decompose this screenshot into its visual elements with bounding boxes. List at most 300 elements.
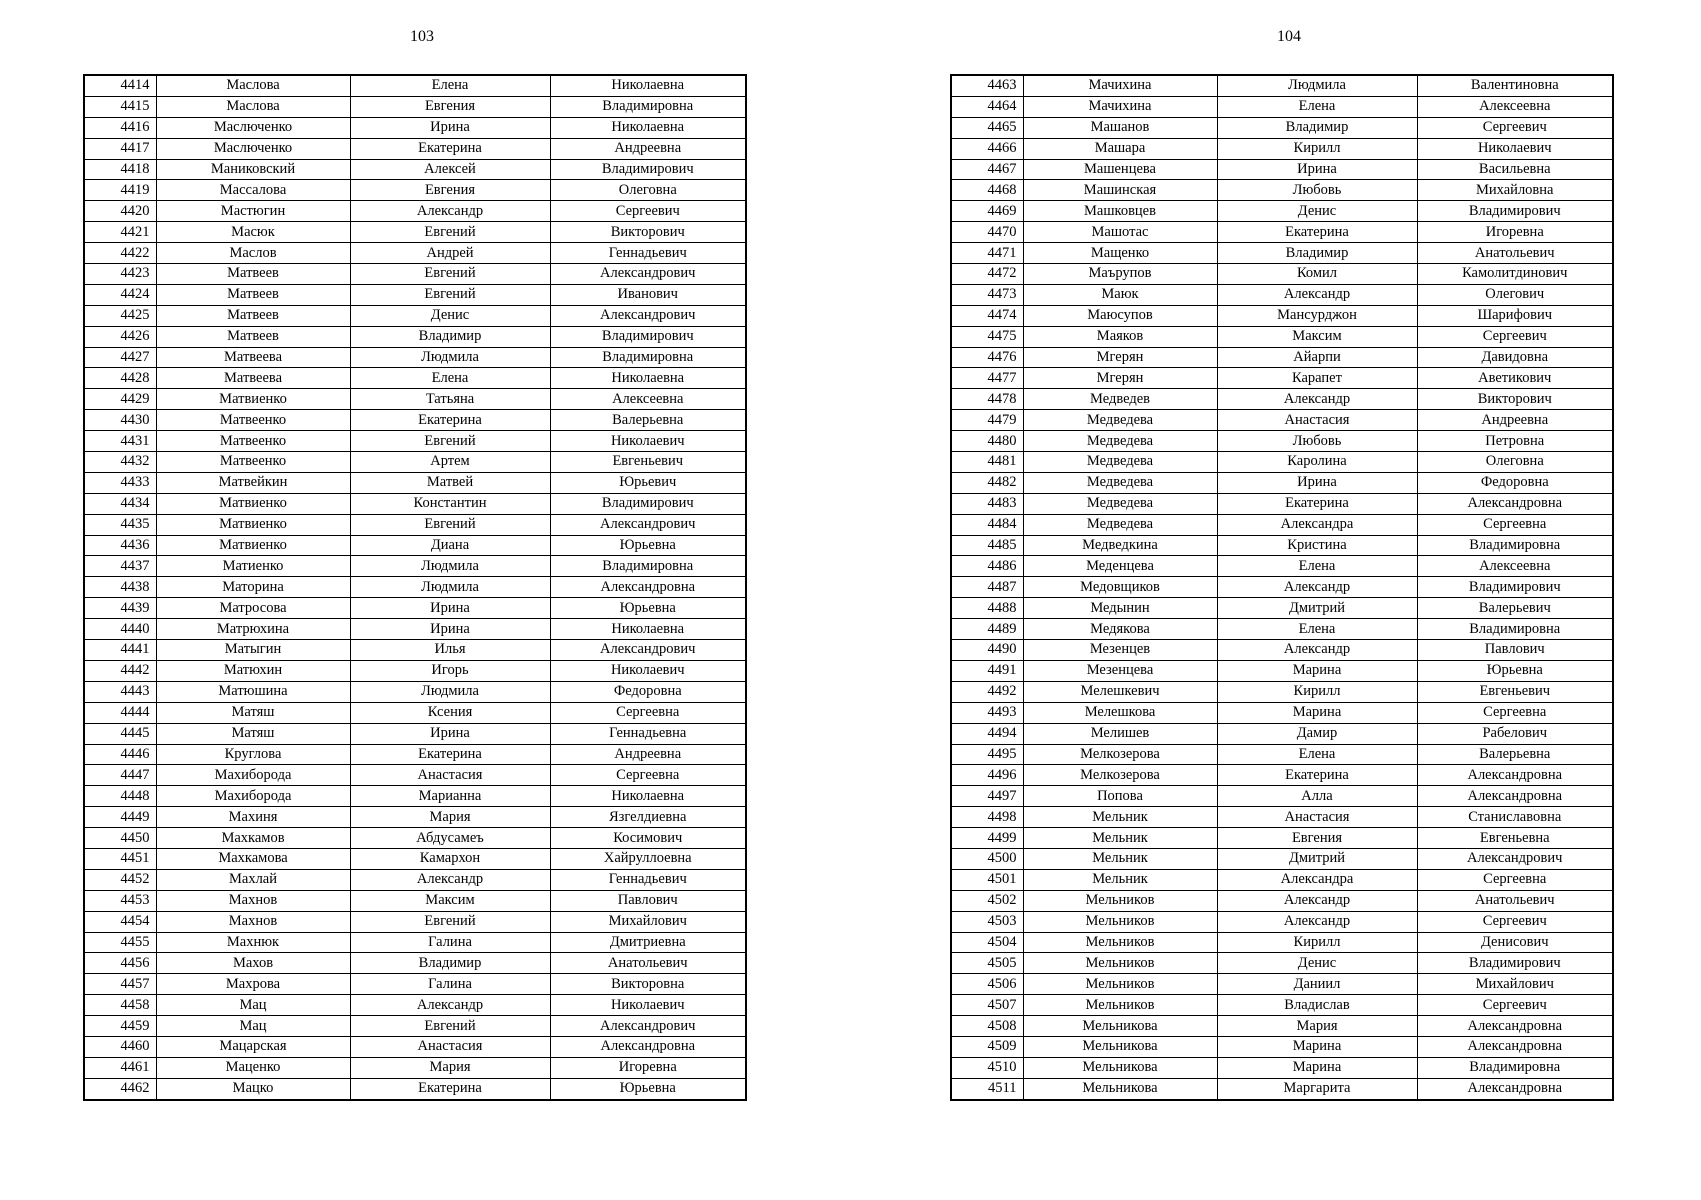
patronymic-cell: Владимировна <box>550 96 746 117</box>
first-name-cell: Мария <box>1217 1016 1417 1037</box>
first-name-cell: Каролина <box>1217 452 1417 473</box>
first-name-cell: Екатерина <box>1217 765 1417 786</box>
table-row <box>951 660 1613 681</box>
first-name-cell: Мария <box>350 1057 550 1078</box>
row-number-cell: 4458 <box>84 995 156 1016</box>
last-name-cell: Мельникова <box>1023 1036 1217 1057</box>
row-number-cell: 4472 <box>951 264 1023 285</box>
row-number-cell: 4482 <box>951 472 1023 493</box>
first-name-cell: Евгений <box>350 284 550 305</box>
row-number-cell: 4480 <box>951 431 1023 452</box>
last-name-cell: Медякова <box>1023 619 1217 640</box>
row-number-cell: 4422 <box>84 243 156 264</box>
patronymic-cell: Евгеньевна <box>1417 828 1613 849</box>
table-row <box>951 1057 1613 1078</box>
last-name-cell: Матвеенко <box>156 410 350 431</box>
patronymic-cell: Сергеевич <box>550 201 746 222</box>
row-number-cell: 4477 <box>951 368 1023 389</box>
patronymic-cell: Сергеевич <box>1417 995 1613 1016</box>
row-number-cell: 4440 <box>84 619 156 640</box>
row-number-cell: 4427 <box>84 347 156 368</box>
table-row <box>84 598 746 619</box>
patronymic-cell: Денисович <box>1417 932 1613 953</box>
table-row <box>84 577 746 598</box>
first-name-cell: Людмила <box>1217 75 1417 96</box>
first-name-cell: Даниил <box>1217 974 1417 995</box>
patronymic-cell: Павлович <box>550 890 746 911</box>
first-name-cell: Маргарита <box>1217 1078 1417 1099</box>
row-number-cell: 4479 <box>951 410 1023 431</box>
first-name-cell: Денис <box>1217 201 1417 222</box>
first-name-cell: Карапет <box>1217 368 1417 389</box>
last-name-cell: Медведева <box>1023 431 1217 452</box>
roster-table <box>950 74 1614 1101</box>
row-number-cell: 4508 <box>951 1016 1023 1037</box>
last-name-cell: Медведева <box>1023 410 1217 431</box>
row-number-cell: 4474 <box>951 305 1023 326</box>
row-number-cell: 4498 <box>951 807 1023 828</box>
first-name-cell: Абдусамеъ <box>350 828 550 849</box>
table-row <box>84 932 746 953</box>
last-name-cell: Машинская <box>1023 180 1217 201</box>
row-number-cell: 4437 <box>84 556 156 577</box>
table-row <box>951 201 1613 222</box>
patronymic-cell: Алексеевна <box>1417 556 1613 577</box>
table-row <box>84 1078 746 1099</box>
table-row <box>951 472 1613 493</box>
row-number-cell: 4450 <box>84 828 156 849</box>
last-name-cell: Маслюченко <box>156 117 350 138</box>
table-row <box>951 953 1613 974</box>
first-name-cell: Евгений <box>350 911 550 932</box>
patronymic-cell: Анатольевич <box>1417 890 1613 911</box>
first-name-cell: Денис <box>1217 953 1417 974</box>
row-number-cell: 4459 <box>84 1016 156 1037</box>
row-number-cell: 4500 <box>951 848 1023 869</box>
table-row <box>951 911 1613 932</box>
first-name-cell: Ирина <box>1217 159 1417 180</box>
row-number-cell: 4433 <box>84 472 156 493</box>
last-name-cell: Мельникова <box>1023 1016 1217 1037</box>
last-name-cell: Маценко <box>156 1057 350 1078</box>
table-row <box>84 640 746 661</box>
table-row <box>951 598 1613 619</box>
last-name-cell: Матвеев <box>156 326 350 347</box>
last-name-cell: Мелкозерова <box>1023 744 1217 765</box>
first-name-cell: Андрей <box>350 243 550 264</box>
first-name-cell: Владимир <box>350 326 550 347</box>
patronymic-cell: Михайлович <box>550 911 746 932</box>
patronymic-cell: Владимирович <box>1417 201 1613 222</box>
first-name-cell: Мансурджон <box>1217 305 1417 326</box>
first-name-cell: Марина <box>1217 1057 1417 1078</box>
patronymic-cell: Алексеевна <box>550 389 746 410</box>
patronymic-cell: Геннадьевич <box>550 243 746 264</box>
last-name-cell: Машара <box>1023 138 1217 159</box>
first-name-cell: Игорь <box>350 660 550 681</box>
row-number-cell: 4419 <box>84 180 156 201</box>
first-name-cell: Евгения <box>350 96 550 117</box>
last-name-cell: Мельникова <box>1023 1057 1217 1078</box>
last-name-cell: Маслова <box>156 75 350 96</box>
table-row <box>84 514 746 535</box>
table-row <box>84 75 746 96</box>
patronymic-cell: Викторович <box>1417 389 1613 410</box>
last-name-cell: Масюк <box>156 222 350 243</box>
last-name-cell: Медовщиков <box>1023 577 1217 598</box>
patronymic-cell: Геннадьевна <box>550 723 746 744</box>
last-name-cell: Меденцева <box>1023 556 1217 577</box>
row-number-cell: 4432 <box>84 452 156 473</box>
row-number-cell: 4455 <box>84 932 156 953</box>
row-number-cell: 4486 <box>951 556 1023 577</box>
table-row <box>951 848 1613 869</box>
first-name-cell: Екатерина <box>350 410 550 431</box>
table-row <box>951 974 1613 995</box>
first-name-cell: Илья <box>350 640 550 661</box>
last-name-cell: Махов <box>156 953 350 974</box>
row-number-cell: 4461 <box>84 1057 156 1078</box>
last-name-cell: Мащенко <box>1023 243 1217 264</box>
patronymic-cell: Юрьевна <box>550 598 746 619</box>
last-name-cell: Махиборода <box>156 786 350 807</box>
patronymic-cell: Валерьевич <box>1417 598 1613 619</box>
first-name-cell: Кирилл <box>1217 138 1417 159</box>
patronymic-cell: Владимировна <box>1417 535 1613 556</box>
patronymic-cell: Алексеевна <box>1417 96 1613 117</box>
patronymic-cell: Анатольевич <box>1417 243 1613 264</box>
table-row <box>84 619 746 640</box>
row-number-cell: 4495 <box>951 744 1023 765</box>
last-name-cell: Матвеева <box>156 347 350 368</box>
last-name-cell: Медведкина <box>1023 535 1217 556</box>
row-number-cell: 4506 <box>951 974 1023 995</box>
patronymic-cell: Николаевна <box>550 117 746 138</box>
table-row <box>84 869 746 890</box>
row-number-cell: 4448 <box>84 786 156 807</box>
last-name-cell: Матрюхина <box>156 619 350 640</box>
patronymic-cell: Валентиновна <box>1417 75 1613 96</box>
first-name-cell: Кристина <box>1217 535 1417 556</box>
table-row <box>951 138 1613 159</box>
last-name-cell: Медведева <box>1023 472 1217 493</box>
row-number-cell: 4501 <box>951 869 1023 890</box>
last-name-cell: Мастюгин <box>156 201 350 222</box>
patronymic-cell: Олеговна <box>1417 452 1613 473</box>
row-number-cell: 4492 <box>951 681 1023 702</box>
first-name-cell: Елена <box>350 368 550 389</box>
first-name-cell: Александр <box>1217 577 1417 598</box>
patronymic-cell: Игоревна <box>1417 222 1613 243</box>
table-row <box>951 389 1613 410</box>
row-number-cell: 4505 <box>951 953 1023 974</box>
first-name-cell: Александр <box>1217 389 1417 410</box>
first-name-cell: Владислав <box>1217 995 1417 1016</box>
table-row <box>84 911 746 932</box>
row-number-cell: 4503 <box>951 911 1023 932</box>
table-row <box>951 702 1613 723</box>
patronymic-cell: Юрьевна <box>1417 660 1613 681</box>
first-name-cell: Айарпи <box>1217 347 1417 368</box>
last-name-cell: Мельник <box>1023 848 1217 869</box>
first-name-cell: Александр <box>350 201 550 222</box>
first-name-cell: Марина <box>1217 660 1417 681</box>
row-number-cell: 4487 <box>951 577 1023 598</box>
patronymic-cell: Николаевич <box>550 431 746 452</box>
row-number-cell: 4511 <box>951 1078 1023 1099</box>
table-row <box>951 556 1613 577</box>
last-name-cell: Мельников <box>1023 995 1217 1016</box>
table-row <box>84 326 746 347</box>
first-name-cell: Екатерина <box>350 1078 550 1099</box>
table-row <box>951 786 1613 807</box>
first-name-cell: Людмила <box>350 681 550 702</box>
row-number-cell: 4456 <box>84 953 156 974</box>
last-name-cell: Медведева <box>1023 452 1217 473</box>
row-number-cell: 4416 <box>84 117 156 138</box>
table-row <box>84 974 746 995</box>
table-row <box>951 493 1613 514</box>
last-name-cell: Матросова <box>156 598 350 619</box>
last-name-cell: Медведева <box>1023 493 1217 514</box>
row-number-cell: 4463 <box>951 75 1023 96</box>
last-name-cell: Махнов <box>156 911 350 932</box>
first-name-cell: Любовь <box>1217 180 1417 201</box>
last-name-cell: Мачихина <box>1023 75 1217 96</box>
row-number-cell: 4414 <box>84 75 156 96</box>
table-row <box>951 264 1613 285</box>
table-row <box>84 1057 746 1078</box>
patronymic-cell: Олеговна <box>550 180 746 201</box>
row-number-cell: 4438 <box>84 577 156 598</box>
patronymic-cell: Сергеевна <box>1417 869 1613 890</box>
last-name-cell: Машанов <box>1023 117 1217 138</box>
first-name-cell: Максим <box>1217 326 1417 347</box>
patronymic-cell: Андреевна <box>1417 410 1613 431</box>
last-name-cell: Попова <box>1023 786 1217 807</box>
first-name-cell: Максим <box>350 890 550 911</box>
first-name-cell: Дмитрий <box>1217 848 1417 869</box>
last-name-cell: Матвиенко <box>156 535 350 556</box>
patronymic-cell: Владимирович <box>1417 577 1613 598</box>
first-name-cell: Елена <box>1217 619 1417 640</box>
last-name-cell: Мелешкова <box>1023 702 1217 723</box>
row-number-cell: 4470 <box>951 222 1023 243</box>
last-name-cell: Матвеева <box>156 368 350 389</box>
table-row <box>84 535 746 556</box>
table-row <box>951 284 1613 305</box>
last-name-cell: Махнюк <box>156 932 350 953</box>
last-name-cell: Мельников <box>1023 953 1217 974</box>
row-number-cell: 4502 <box>951 890 1023 911</box>
table-row <box>84 159 746 180</box>
last-name-cell: Мельников <box>1023 932 1217 953</box>
patronymic-cell: Александрович <box>550 640 746 661</box>
first-name-cell: Константин <box>350 493 550 514</box>
first-name-cell: Елена <box>1217 744 1417 765</box>
first-name-cell: Артем <box>350 452 550 473</box>
row-number-cell: 4418 <box>84 159 156 180</box>
row-number-cell: 4493 <box>951 702 1023 723</box>
first-name-cell: Камархон <box>350 848 550 869</box>
row-number-cell: 4465 <box>951 117 1023 138</box>
table-row <box>951 828 1613 849</box>
first-name-cell: Кирилл <box>1217 932 1417 953</box>
row-number-cell: 4485 <box>951 535 1023 556</box>
first-name-cell: Кирилл <box>1217 681 1417 702</box>
table-row <box>84 431 746 452</box>
patronymic-cell: Викторович <box>550 222 746 243</box>
patronymic-cell: Михайловна <box>1417 180 1613 201</box>
first-name-cell: Мария <box>350 807 550 828</box>
row-number-cell: 4435 <box>84 514 156 535</box>
patronymic-cell: Александровна <box>1417 765 1613 786</box>
first-name-cell: Людмила <box>350 556 550 577</box>
patronymic-cell: Андреевна <box>550 744 746 765</box>
last-name-cell: Мелишев <box>1023 723 1217 744</box>
table-row <box>84 953 746 974</box>
last-name-cell: Медведев <box>1023 389 1217 410</box>
row-number-cell: 4496 <box>951 765 1023 786</box>
patronymic-cell: Рабелович <box>1417 723 1613 744</box>
patronymic-cell: Сергеевна <box>1417 514 1613 535</box>
patronymic-cell: Николаевна <box>550 786 746 807</box>
row-number-cell: 4499 <box>951 828 1023 849</box>
row-number-cell: 4483 <box>951 493 1023 514</box>
row-number-cell: 4443 <box>84 681 156 702</box>
table-row <box>951 180 1613 201</box>
table-row <box>951 869 1613 890</box>
roster-table <box>83 74 747 1101</box>
first-name-cell: Евгений <box>350 514 550 535</box>
table-row <box>951 243 1613 264</box>
table-row <box>84 1016 746 1037</box>
table-row <box>84 660 746 681</box>
first-name-cell: Татьяна <box>350 389 550 410</box>
last-name-cell: Маюк <box>1023 284 1217 305</box>
last-name-cell: Мацко <box>156 1078 350 1099</box>
row-number-cell: 4491 <box>951 660 1023 681</box>
patronymic-cell: Владимирович <box>550 493 746 514</box>
first-name-cell: Елена <box>350 75 550 96</box>
first-name-cell: Александр <box>350 869 550 890</box>
patronymic-cell: Павлович <box>1417 640 1613 661</box>
table-row <box>951 535 1613 556</box>
patronymic-cell: Владимирович <box>1417 953 1613 974</box>
first-name-cell: Диана <box>350 535 550 556</box>
patronymic-cell: Александровна <box>550 577 746 598</box>
patronymic-cell: Петровна <box>1417 431 1613 452</box>
table-row <box>951 305 1613 326</box>
table-row <box>84 138 746 159</box>
last-name-cell: Машковцев <box>1023 201 1217 222</box>
first-name-cell: Марианна <box>350 786 550 807</box>
row-number-cell: 4457 <box>84 974 156 995</box>
patronymic-cell: Николаевна <box>550 75 746 96</box>
row-number-cell: 4429 <box>84 389 156 410</box>
last-name-cell: Матвиенко <box>156 493 350 514</box>
first-name-cell: Алла <box>1217 786 1417 807</box>
patronymic-cell: Александровна <box>1417 786 1613 807</box>
last-name-cell: Матюшина <box>156 681 350 702</box>
first-name-cell: Евгения <box>1217 828 1417 849</box>
patronymic-cell: Николаевна <box>550 368 746 389</box>
last-name-cell: Мезенцев <box>1023 640 1217 661</box>
patronymic-cell: Аветикович <box>1417 368 1613 389</box>
first-name-cell: Екатерина <box>350 138 550 159</box>
first-name-cell: Александр <box>1217 890 1417 911</box>
first-name-cell: Александр <box>350 995 550 1016</box>
patronymic-cell: Михайлович <box>1417 974 1613 995</box>
table-row <box>951 222 1613 243</box>
row-number-cell: 4481 <box>951 452 1023 473</box>
table-row <box>84 347 746 368</box>
table-row <box>951 368 1613 389</box>
first-name-cell: Алексей <box>350 159 550 180</box>
patronymic-cell: Николаевич <box>550 660 746 681</box>
patronymic-cell: Викторовна <box>550 974 746 995</box>
row-number-cell: 4471 <box>951 243 1023 264</box>
last-name-cell: Маюсупов <box>1023 305 1217 326</box>
last-name-cell: Мельникова <box>1023 1078 1217 1099</box>
patronymic-cell: Косимович <box>550 828 746 849</box>
last-name-cell: Мельник <box>1023 828 1217 849</box>
table-row <box>84 410 746 431</box>
last-name-cell: Матвеенко <box>156 452 350 473</box>
first-name-cell: Ирина <box>350 598 550 619</box>
first-name-cell: Ирина <box>350 619 550 640</box>
first-name-cell: Ксения <box>350 702 550 723</box>
table-row <box>951 1036 1613 1057</box>
patronymic-cell: Дмитриевна <box>550 932 746 953</box>
table-row <box>84 305 746 326</box>
patronymic-cell: Александровна <box>1417 1016 1613 1037</box>
table-row <box>951 410 1613 431</box>
row-number-cell: 4490 <box>951 640 1023 661</box>
last-name-cell: Машенцева <box>1023 159 1217 180</box>
last-name-cell: Матвеев <box>156 305 350 326</box>
first-name-cell: Елена <box>1217 96 1417 117</box>
row-number-cell: 4415 <box>84 96 156 117</box>
row-number-cell: 4444 <box>84 702 156 723</box>
table-row <box>84 1036 746 1057</box>
row-number-cell: 4484 <box>951 514 1023 535</box>
last-name-cell: Махиня <box>156 807 350 828</box>
table-row <box>84 493 746 514</box>
last-name-cell: Мац <box>156 995 350 1016</box>
row-number-cell: 4420 <box>84 201 156 222</box>
table-row <box>951 723 1613 744</box>
patronymic-cell: Владимировна <box>1417 619 1613 640</box>
table-row <box>84 807 746 828</box>
table-row <box>951 326 1613 347</box>
patronymic-cell: Сергеевич <box>1417 326 1613 347</box>
first-name-cell: Екатерина <box>1217 222 1417 243</box>
first-name-cell: Александр <box>1217 911 1417 932</box>
first-name-cell: Евгений <box>350 431 550 452</box>
last-name-cell: Мельников <box>1023 974 1217 995</box>
patronymic-cell: Юрьевна <box>550 1078 746 1099</box>
table-row <box>84 96 746 117</box>
first-name-cell: Анастасия <box>1217 410 1417 431</box>
table-row <box>84 848 746 869</box>
table-row <box>951 514 1613 535</box>
last-name-cell: Медынин <box>1023 598 1217 619</box>
last-name-cell: Матвеенко <box>156 431 350 452</box>
table-row <box>951 995 1613 1016</box>
row-number-cell: 4446 <box>84 744 156 765</box>
last-name-cell: Матяш <box>156 702 350 723</box>
